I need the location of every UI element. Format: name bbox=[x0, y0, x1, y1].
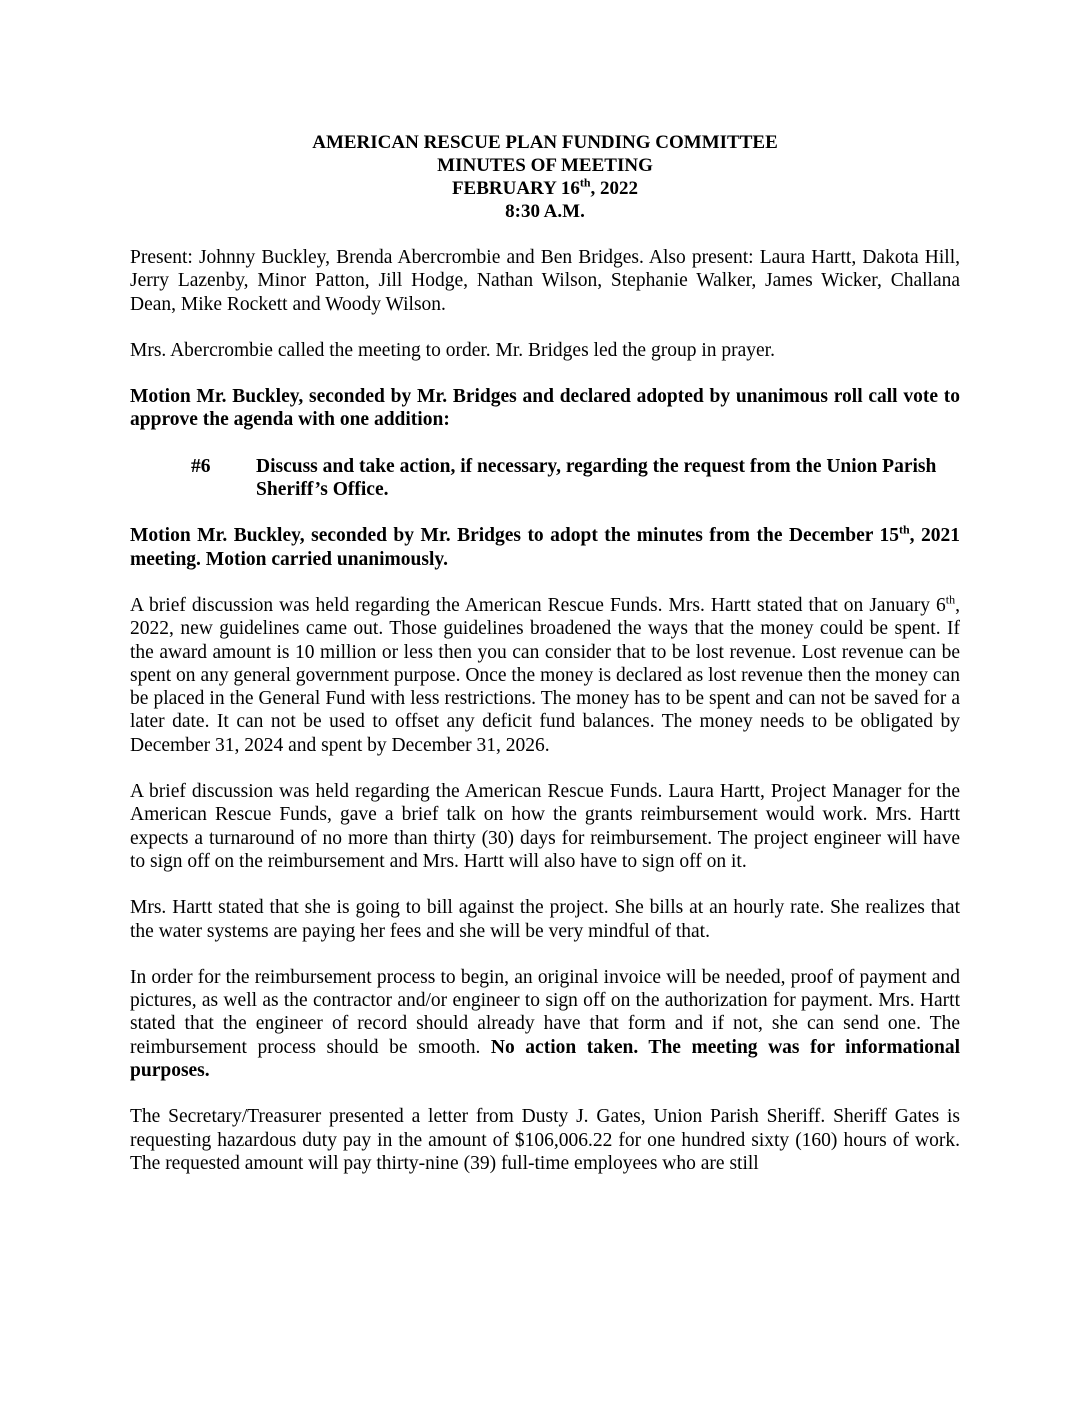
minutes-motion: Motion Mr. Buckley, seconded by Mr. Bridges to adopt the minutes from the December 15th, 2021 meeting. Motion carried unanimously. bbox=[130, 522, 960, 570]
meeting-time: 8:30 A.M. bbox=[505, 201, 585, 222]
committee-title: AMERICAN RESCUE PLAN FUNDING COMMITTEE bbox=[312, 132, 778, 153]
attendance-paragraph: Present: Johnny Buckley, Brenda Abercrombie and Ben Bridges. Also present: Laura Hartt, Dakota Hill, Jerry Lazenby, Minor Patton, Jill Hodge, Nathan Wilson, Stephanie Walker, James Wicker, Challana Dean, Mike Rockett and Woody Wilson. bbox=[130, 247, 960, 315]
agenda-item-text: Discuss and take action, if necessary, regarding the request from the Union Parish Sheriff’s Office. bbox=[256, 455, 937, 501]
minutes-title: MINUTES OF MEETING bbox=[437, 155, 653, 176]
process-paragraph: In order for the reimbursement process to begin, an original invoice will be needed, proof of payment and pictures, as well as the contractor and/or engineer to sign off on the authorization for payment. Mrs. Hartt stated that the engineer of record should already have that form and if not, she can send one. The reimbursement process should be smooth. No action taken. The meeting was for informational purposes. bbox=[130, 966, 961, 1082]
guidelines-paragraph: A brief discussion was held regarding the American Rescue Funds. Mrs. Hartt stated that on January 6th, 2022, new guidelines came out. Those guidelines broadened the ways that the money could be spent. If the award amount is 10 million or less then you can consider that to be lost revenue. Lost revenue can be spent on any general government purpose. Once the money is declared as lost revenue then the money can be placed in the General Fund with less restrictions. The money has to be spent and can not be saved for a later date. It can not be used to offset any deficit fund balances. The money needs to be obligated by December 31, 2024 and spent by December 31, 2026. bbox=[130, 592, 960, 756]
meeting-date: FEBRUARY 16th, 2022 bbox=[451, 175, 639, 199]
call-to-order-paragraph: Mrs. Abercrombie called the meeting to order. Mr. Bridges led the group in prayer. bbox=[130, 339, 775, 361]
sheriff-request-paragraph: The Secretary/Treasurer presented a letter from Dusty J. Gates, Union Parish Sheriff. Sheriff Gates is requesting hazardous duty pay in the amount of $106,006.22 for one hundred sixty (160) hours of work. The requested amount will pay thirty-nine (39) full-time employees who are still bbox=[130, 1106, 960, 1174]
agenda-motion: Motion Mr. Buckley, seconded by Mr. Bridges and declared adopted by unanimous roll call vote to approve the agenda with one addition: bbox=[130, 386, 960, 431]
agenda-item-number: #6 bbox=[191, 455, 211, 477]
reimbursement-paragraph: A brief discussion was held regarding the American Rescue Funds. Laura Hartt, Project Manager for the American Rescue Funds, gave a brief talk on how the grants reimbursement would work. Mrs. Hartt expects a turnaround of no more than thirty (30) days for reimbursement. The project engineer will have to sign off on the reimbursement and Mrs. Hartt will also have to sign off on it. bbox=[130, 781, 960, 872]
agenda-item bbox=[191, 455, 960, 502]
billing-paragraph: Mrs. Hartt stated that she is going to bill against the project. She bills at an hourly rate. She realizes that the water systems are paying her fees and she will be very mindful of that. bbox=[130, 897, 960, 942]
meeting-header bbox=[130, 0, 960, 223]
